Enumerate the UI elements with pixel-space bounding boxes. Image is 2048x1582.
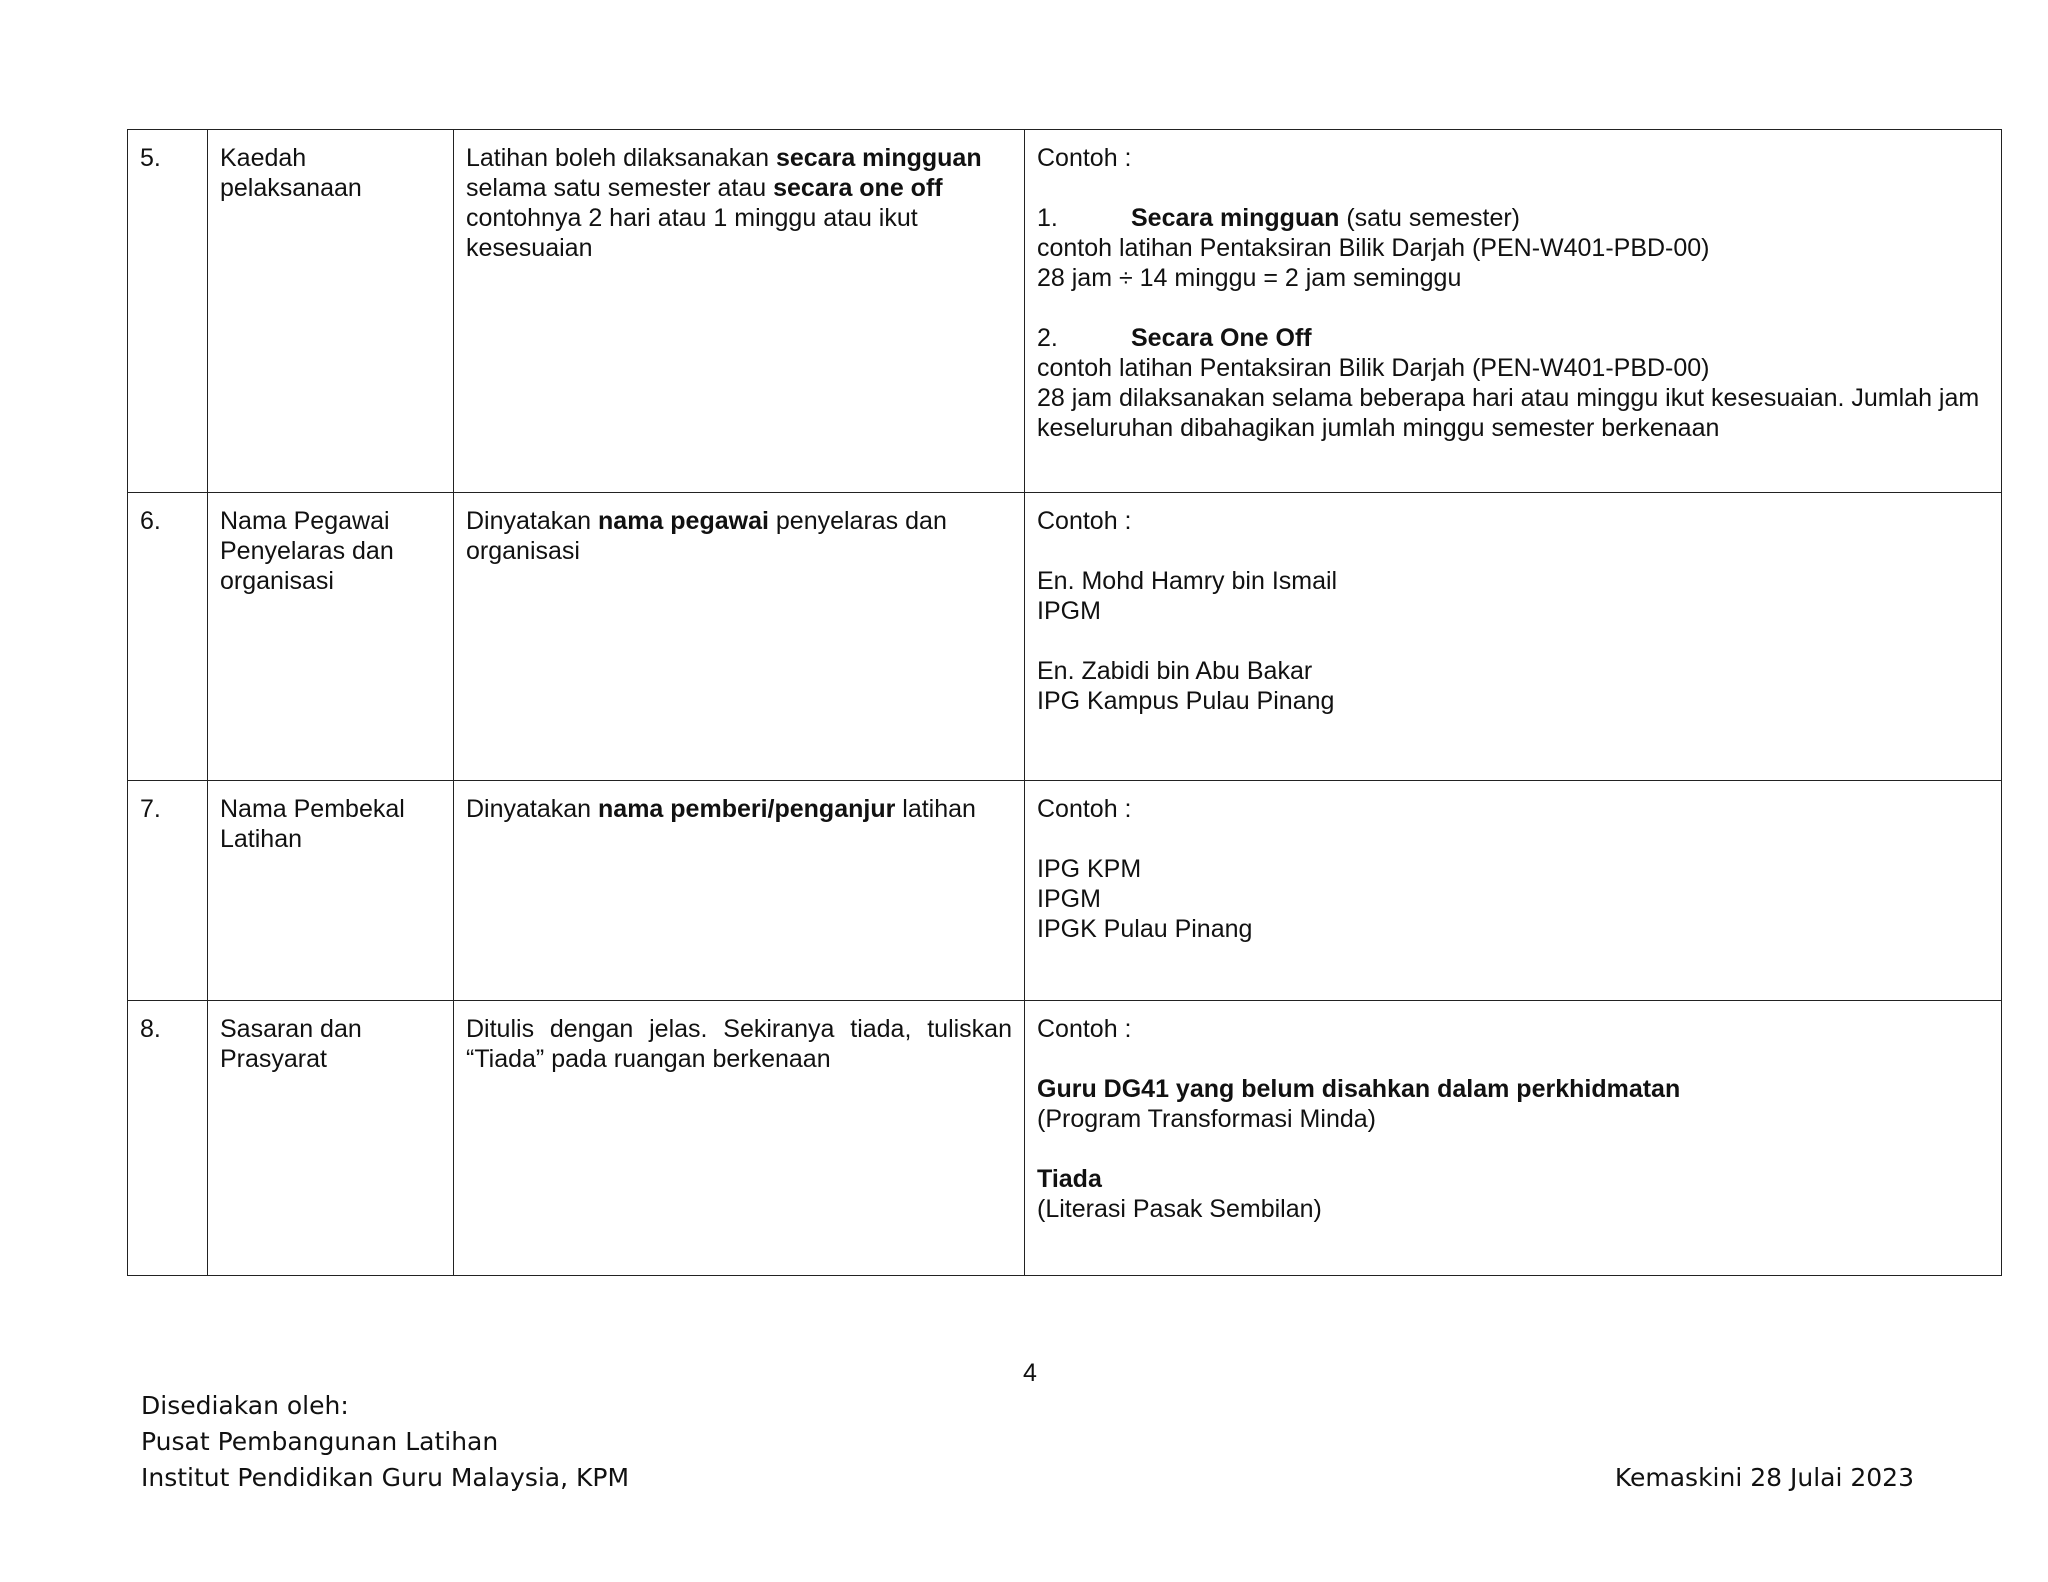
footer-line: Pusat Pembangunan Latihan [141, 1427, 499, 1456]
example-person: En. Zabidi bin Abu Bakar [1037, 657, 1313, 685]
example-note: (Program Transformasi Minda) [1037, 1105, 1376, 1133]
row-item: Sasaran dan Prasyarat [208, 1001, 454, 1276]
table-row [128, 781, 2002, 1001]
example-text: 28 jam dilaksanakan selama beberapa hari atau minggu ikut kesesuaian. Jumlah jam keseluruhan dibahagikan jumlah minggu semester berkenaan [1037, 384, 1980, 442]
footer-line: Institut Pendidikan Guru Malaysia, KPM [141, 1463, 630, 1492]
page-number: 4 [1023, 1359, 1037, 1387]
row-number: 8. [128, 1001, 208, 1276]
row-description: Latihan boleh dilaksanakan secara mingguan selama satu semester atau secara one off contohnya 2 hari atau 1 minggu atau ikut kesesuaian [454, 130, 1025, 493]
example-label: Contoh : [1037, 795, 1132, 823]
example-person: En. Mohd Hamry bin Ismail [1037, 567, 1338, 595]
row-example [1025, 493, 2002, 781]
example-label: Contoh : [1037, 144, 1132, 172]
example-target: Tiada [1037, 1165, 1102, 1193]
example-note: (Literasi Pasak Sembilan) [1037, 1195, 1322, 1223]
example-organisation: IPGM [1037, 597, 1101, 625]
row-description: Dinyatakan nama pegawai penyelaras dan organisasi [454, 493, 1025, 781]
row-description: Dinyatakan nama pemberi/penganjur latihan [454, 781, 1025, 1001]
example-label: Contoh : [1037, 1015, 1132, 1043]
example-provider: IPGK Pulau Pinang [1037, 915, 1253, 943]
table-row [128, 1001, 2002, 1276]
example-provider: IPGM [1037, 885, 1101, 913]
example-text: contoh latihan Pentaksiran Bilik Darjah (PEN-W401-PBD-00) [1037, 234, 1710, 262]
guideline-table [127, 129, 2002, 1276]
row-item: Nama Pembekal Latihan [208, 781, 454, 1001]
row-number: 6. [128, 493, 208, 781]
row-example [1025, 130, 2002, 493]
example-item-weekly: 1. Secara mingguan (satu semester) [1037, 204, 1521, 232]
row-item: Nama Pegawai Penyelaras dan organisasi [208, 493, 454, 781]
footer-prepared-by [141, 1388, 629, 1496]
example-organisation: IPG Kampus Pulau Pinang [1037, 687, 1335, 715]
example-target: Guru DG41 yang belum disahkan dalam perkhidmatan [1037, 1075, 1681, 1103]
example-provider: IPG KPM [1037, 855, 1142, 883]
table-row [128, 130, 2002, 493]
footer-line: Disediakan oleh: [141, 1391, 349, 1420]
row-example [1025, 1001, 2002, 1276]
example-text: contoh latihan Pentaksiran Bilik Darjah (PEN-W401-PBD-00) [1037, 354, 1710, 382]
row-number: 5. [128, 130, 208, 493]
example-label: Contoh : [1037, 507, 1132, 535]
row-description: Ditulis dengan jelas. Sekiranya tiada, tuliskan “Tiada” pada ruangan berkenaan [454, 1001, 1025, 1276]
footer-updated-date: Kemaskini 28 Julai 2023 [1614, 1463, 1914, 1492]
example-item-one-off: 2. Secara One Off [1037, 324, 1312, 352]
row-example [1025, 781, 2002, 1001]
row-number: 7. [128, 781, 208, 1001]
example-text: 28 jam ÷ 14 minggu = 2 jam seminggu [1037, 264, 1462, 292]
table-row [128, 493, 2002, 781]
row-item: Kaedah pelaksanaan [208, 130, 454, 493]
